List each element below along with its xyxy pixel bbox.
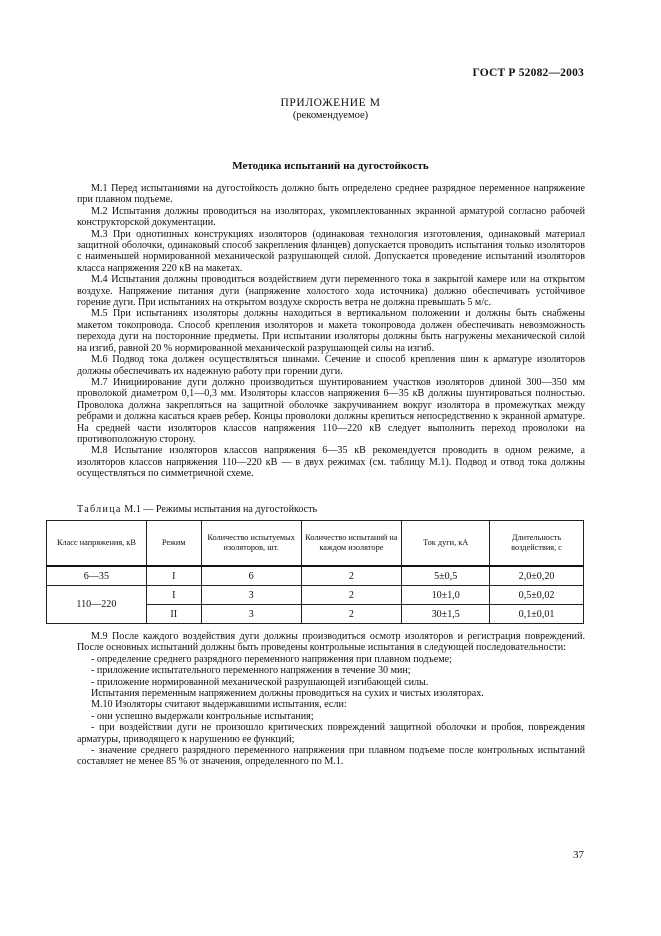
paragraph-m7: М.7 Инициирование дуги должно производиться шунтированием участков изоляторов длиной 300—350 мм проволокой диаметром 0,1—0,3 мм. Изоляторы классов напряжения 6—35 кВ должны шунтироваться полностью. Проволока должна закрепляться на защитной оболочке закручиванием вокруг изолятора в промежутках между ребрами и должна касаться краев ребер. Концы проволоки должны крепиться непосредственно к экранной арматуре. На средней части изоляторов классов напряжения 110—220 кВ следует выполнить переход проволоки на противоположную сторону.	[77, 376, 585, 445]
page-number: 37	[573, 849, 584, 861]
column-header-voltage: Класс напряжения, кВ	[47, 521, 147, 567]
cell-tests: 2	[301, 566, 402, 586]
cell-mode: I	[146, 566, 201, 586]
paragraph-m5: М.5 При испытаниях изоляторы должны находиться в вертикальном положении и должны быть снабжены макетом токопровода. Способ крепления изоляторов и макета токопровода должен обеспечивать невозможность перехода дуги на посторонние предметы. При испытании изоляторы должны быть нагружены механической силой на изгиб, равной 20 % нормированной механической разрушающей силы на изгиб.	[77, 308, 585, 354]
cell-duration: 0,1±0,01	[490, 605, 584, 624]
column-header-tests: Количество испытаний на каждом изоляторе	[301, 521, 402, 567]
list-item: - значение среднего разрядного переменного напряжения при плавном подъеме после контрольных испытаний составляет не менее 85 % от значения, определенного по М.1.	[77, 745, 585, 768]
paragraph-m6: М.6 Подвод тока должен осуществляться шинами. Сечение и способ крепления шин к арматуре изоляторов должны обеспечивать их надежную работу при горении дуги.	[77, 354, 585, 377]
cell-current: 10±1,0	[402, 586, 490, 605]
table-header-row	[47, 521, 584, 567]
paragraph-m10: М.10 Изоляторы считают выдержавшими испытания, если:	[91, 699, 347, 711]
test-modes-table	[46, 520, 584, 624]
list-item: - определение среднего разрядного переменного напряжения при плавном подъеме;	[91, 653, 452, 665]
paragraph-m1: М.1 Перед испытаниями на дугостойкость должно быть определено среднее разрядное переменное напряжение при плавном подъеме.	[77, 183, 585, 206]
cell-current: 5±0,5	[402, 566, 490, 586]
cell-tests: 2	[301, 586, 402, 605]
annex-title: ПРИЛОЖЕНИЕ М	[280, 97, 381, 109]
cell-count: 3	[201, 605, 301, 624]
section-title: Методика испытаний на дугостойкость	[232, 160, 429, 172]
column-header-current: Ток дуги, кА	[402, 521, 490, 567]
table-caption-label: Таблица	[77, 504, 122, 515]
table-caption	[77, 504, 317, 515]
column-header-count: Количество испытуемых изоляторов, шт.	[201, 521, 301, 567]
list-item: - при воздействии дуги не произошло критических повреждений защитной оболочки и пробоя, повреждения арматуры, приводящего к нарушению ее функций;	[77, 722, 585, 745]
paragraph-m2: М.2 Испытания должны проводиться на изоляторах, укомплектованных экранной арматурой согласно рабочей конструкторской документации.	[77, 205, 585, 229]
body-text-bottom	[77, 631, 585, 768]
document-header: ГОСТ Р 52082—2003	[472, 67, 584, 79]
paragraph-m8: М.8 Испытание изоляторов классов напряжения 6—35 кВ рекомендуется проводить в одном режиме, а изоляторов классов напряжения 110—220 кВ — в двух режимах (см. таблицу М.1). Подвод и отвод тока должны осуществляться по симметричной схеме.	[77, 445, 585, 480]
cell-duration: 0,5±0,02	[490, 586, 584, 605]
cell-count: 6	[201, 566, 301, 586]
cell-mode: II	[146, 605, 201, 624]
table-caption-text: М.1 — Режимы испытания на дугостойкость	[121, 504, 318, 515]
annex-subtitle: (рекомендуемое)	[292, 110, 369, 121]
paragraph-m3: М.3 При однотипных конструкциях изоляторов (одинаковая технология изготовления, одинаковый материал защитной оболочки, одинаковый способ закрепления фланцев) допускается проводить испытания только изоляторов с наименьшей нормированной механической разрушающей силой. Допускается проведение испытаний изоляторов класса напряжения 220 кВ на макетах.	[77, 228, 585, 274]
cell-duration: 2,0±0,20	[490, 566, 584, 586]
list-item: - приложение нормированной механической разрушающей изгибающей силы.	[91, 676, 429, 688]
paragraph-dry-tests: Испытания переменным напряжением должны проводиться на сухих и чистых изоляторах.	[91, 688, 484, 700]
list-item: - приложение испытательного переменного напряжения в течение 30 мин;	[91, 665, 411, 677]
column-header-duration: Длительность воздействия, с	[490, 521, 584, 567]
paragraph-m9: М.9 После каждого воздействия дуги должны производиться осмотр изоляторов и регистрация повреждений. После основных испытаний должны быть проведены контрольные испытания в следующей последовательности:	[77, 631, 585, 654]
column-header-mode: Режим	[146, 521, 201, 567]
cell-mode: I	[146, 586, 201, 605]
table-row	[47, 566, 584, 586]
body-text-top	[77, 183, 585, 480]
cell-count: 3	[201, 586, 301, 605]
cell-voltage: 110—220	[47, 586, 147, 624]
list-item: - они успешно выдержали контрольные испытания;	[91, 710, 314, 722]
cell-tests: 2	[301, 605, 402, 624]
table-row	[47, 586, 584, 605]
paragraph-m4: М.4 Испытания должны проводиться воздействием дуги переменного тока в закрытой камере или на открытом воздухе. Напряжение питания дуги (напряжение холостого хода источника) должно обеспечивать устойчивое горение дуги. При испытаниях на открытом воздухе скорость ветра не должна превышать 5 м/с.	[77, 274, 585, 309]
cell-current: 30±1,5	[402, 605, 490, 624]
cell-voltage: 6—35	[47, 566, 147, 586]
